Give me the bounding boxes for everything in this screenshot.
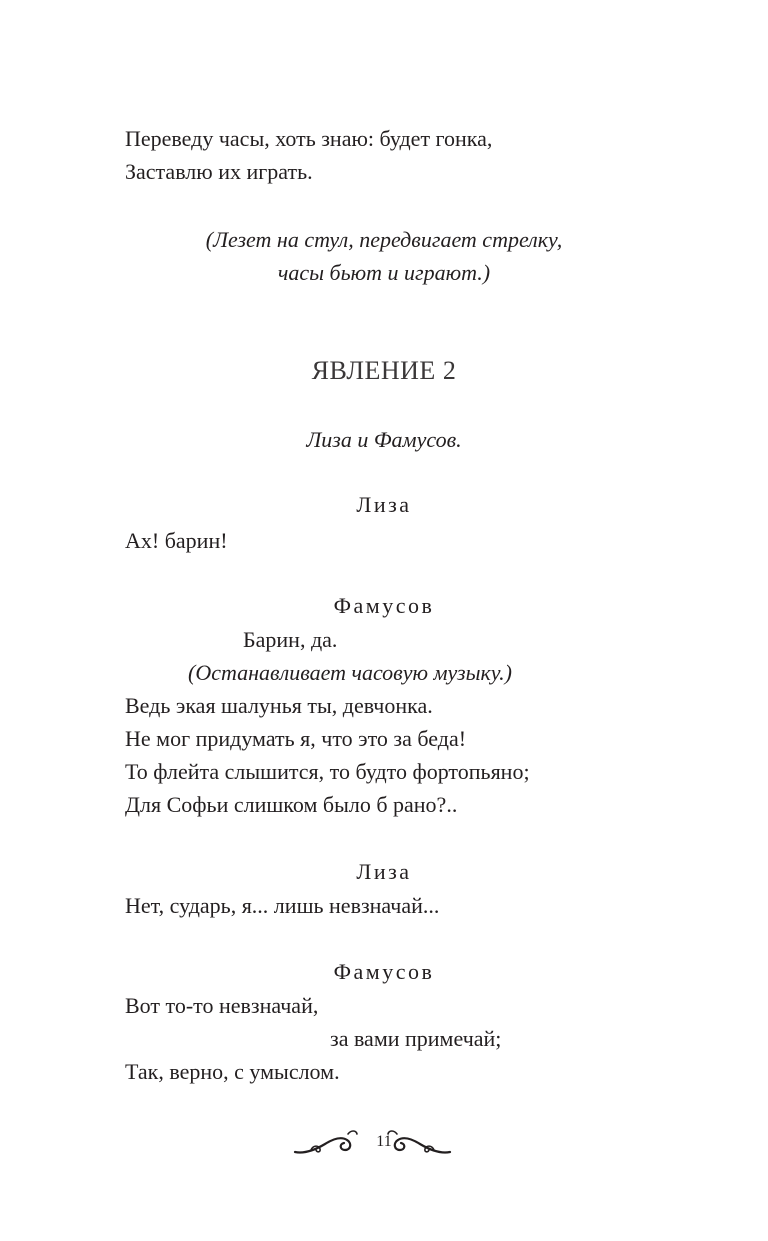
page-number: 11 bbox=[376, 1133, 392, 1150]
verse-line: за вами примечай; bbox=[330, 1026, 502, 1051]
speaker-name: Лиза bbox=[356, 859, 412, 884]
verse-line: Заставлю их играть. bbox=[125, 159, 313, 184]
verse-line: Вот то-то невзначай, bbox=[125, 993, 319, 1018]
verse-line: Для Софьи слишком было б рано?.. bbox=[125, 792, 458, 817]
verse-line: Ах! барин! bbox=[125, 528, 228, 553]
verse-line: То флейта слышится, то будто фортопьяно; bbox=[125, 759, 530, 784]
scene-characters: Лиза и Фамусов. bbox=[306, 427, 462, 452]
speaker-name: Фамусов bbox=[333, 593, 435, 618]
verse-line: Не мог придумать я, что это за беда! bbox=[125, 726, 467, 751]
speaker-name: Фамусов bbox=[333, 959, 435, 984]
stage-direction: (Лезет на стул, передвигает стрелку, bbox=[205, 227, 563, 252]
verse-line: Так, верно, с умыслом. bbox=[125, 1059, 340, 1084]
speaker-name: Лиза bbox=[356, 492, 412, 517]
verse-line: Барин, да. bbox=[243, 627, 338, 652]
stage-direction: (Останавливает часовую музыку.) bbox=[188, 660, 512, 685]
stage-direction: часы бьют и играют.) bbox=[277, 260, 491, 285]
verse-line: Нет, сударь, я... лишь невзначай... bbox=[125, 893, 440, 918]
verse-line: Ведь экая шалунья ты, девчонка. bbox=[125, 693, 433, 718]
scene-heading: ЯВЛЕНИЕ 2 bbox=[311, 356, 457, 385]
verse-line: Переведу часы, хоть знаю: будет гонка, bbox=[125, 126, 493, 151]
